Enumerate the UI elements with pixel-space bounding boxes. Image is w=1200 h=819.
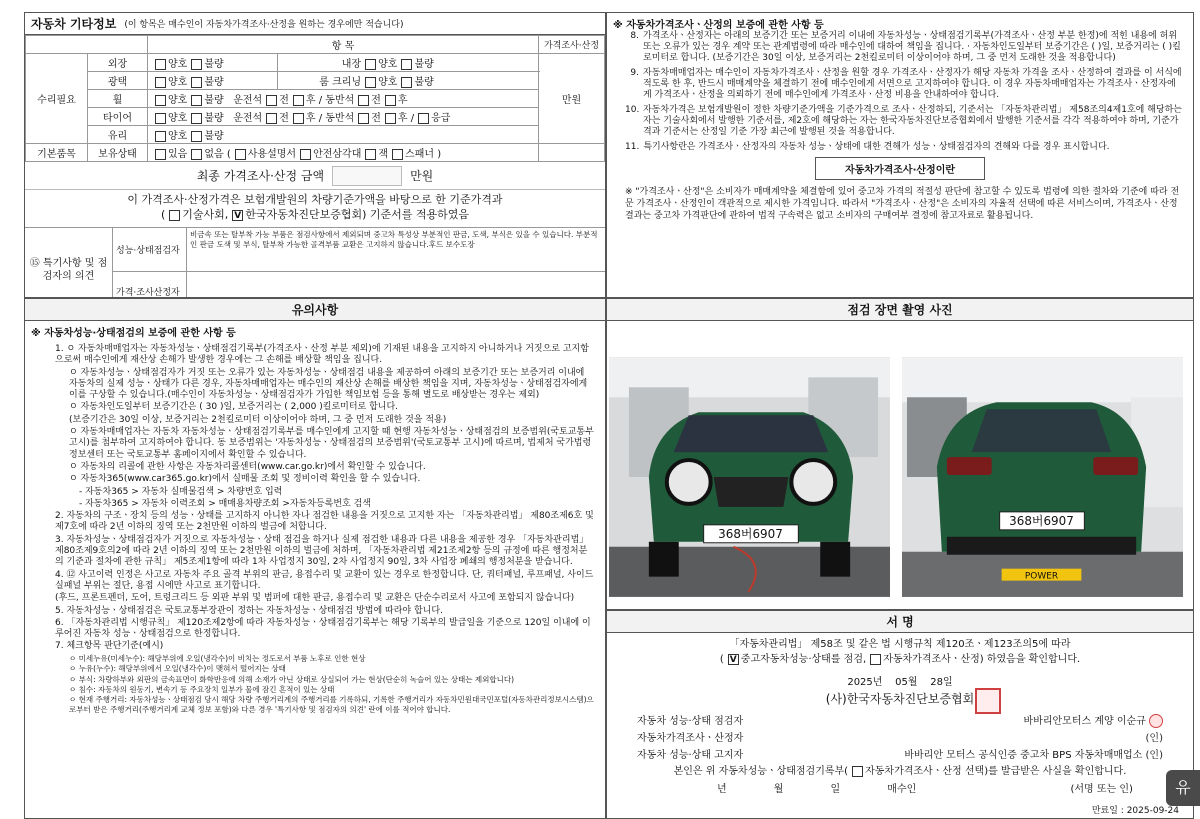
appraisal-warranty-list (607, 31, 1193, 153)
appraiser-label: 가격·조사산정자 (113, 272, 187, 298)
signer-row: 자동차가격조사ㆍ산정자 (인) (637, 733, 1163, 744)
checkbox[interactable] (401, 77, 412, 88)
final-amount-unit: 만원 (410, 169, 434, 183)
appraisal-basis (25, 190, 605, 228)
note-item: 2. 자동차의 구조ㆍ장치 등의 성능ㆍ상태를 고지하지 아니한 자나 점검한 내용을 거짓으로 고지한 자는 「자동차관리법」 제80조제6호 및 제7호에 따라 2년 이하의 징역 또는 2천만원 이하의 벌금에 처합니다. (55, 511, 594, 533)
signature-title: 서 명 (607, 611, 1193, 633)
checkbox[interactable] (401, 59, 412, 70)
list-item: 10. 자동차가격은 보험개발원이 정한 차량기준가액을 기준가격으로 조사ㆍ산정하되, 기준서는 「자동차관리법」 제58조의4제1호에 해당하는 자는 기술사회에서 발행한 기준서를, 제2호에 해당하는 자는 한국자동차진단보증협회에서 발행한 기준서를 각각 적용하여야 하며, 기준가격과 기준서는 산정일 기준 가장 최근에 발행된 것을 적용합니다. (625, 105, 1182, 137)
checkbox[interactable] (365, 59, 376, 70)
note-item: 5. 자동차성능ㆍ상태점검은 국토교통부장관이 정하는 자동차성능ㆍ상태점검 방법에 따라야 합니다. (55, 605, 443, 616)
signer-row: 자동차 성능·상태 점검자 바바리안모터스 계양 이순규 (607, 711, 1193, 728)
list-item: 9. 자동차매매업자는 매수인이 자동차가격조사ㆍ산정을 원할 경우 가격조사ㆍ산정자가 해당 자동차 가격을 조사ㆍ산정하여 결과를 이 서식에 적도록 한 후, 반드시 매매계약을 체결하기 전에 매수인에게 서면으로 고지하여야 합니다. 이 경우 자동차매매업자는 가격조사ㆍ산정자에게 가격조사ㆍ산정을 의뢰하기 전에 매수인에게 가격조사ㆍ산정 비용을 안내하여야 합니다. (630, 68, 1182, 100)
etc-info-subtitle: (이 항목은 매수인이 자동차가격조사·산정을 원하는 경우에만 적습니다) (124, 20, 404, 30)
etc-info-title: 자동차 기타정보 (31, 17, 117, 31)
note-item: (후드, 프론트펜더, 도어, 트렁크리드 등 외판 부위 및 범퍼에 대한 판금, 용접수리 및 교환은 단순수리로서 사고에 포함되지 않습니다) (55, 593, 575, 604)
row-options: 양호 불량 (148, 72, 278, 90)
buyer-row: 년 월 일 매수인 (서명 또는 인) (717, 784, 1133, 795)
inspector-opinion: 비금속 또는 탈부착 가능 부품은 점검사항에서 제외되며 중고차 특성상 부분적인 판금, 도색, 부식은 있을 수 있습니다. 부분적인 판금 도색 및 부식, 탈부착 가능한 골격부품 교환은 고지하지 않습니다.후드 보수도장 (190, 230, 598, 249)
photos-title: 점검 장면 촬영 사진 (607, 299, 1193, 321)
signature-org: (사)한국자동차진단보증협회 (825, 692, 975, 706)
checkbox[interactable] (191, 131, 202, 142)
note-item: ㅇ 자동차성능ㆍ상태점검자가 거짓 또는 오류가 있는 자동차성능ㆍ상태점검 내용을 제공하여 아래의 보증기간 또는 보증거리 이내에 자동차의 실제 성능ㆍ상태가 다른 경우, 자동차매매업자는 매수인의 재산상 손해를 배상한 책임을 지며, 자동차성능ㆍ상태점검자에게 이를 구상할 수 있습니다.(매수인이 자동차성능ㆍ상태점검자가 가입한 책임보험 등을 통해 별도로 배상받는 경우는 제외) (69, 367, 588, 401)
checkbox-performance[interactable] (728, 654, 739, 665)
note-item: ㅇ 자동차의 리콜에 관한 사항은 자동차리콜센터(www.car.go.kr)에서 확인할 수 있습니다. (69, 461, 426, 472)
checkbox[interactable] (191, 95, 202, 106)
note-sub-item: ㅇ 침수: 자동차의 원동기, 변속기 등 주요장치 일부가 물에 잠긴 흔적이 있는 상태 (69, 684, 335, 694)
signature-section (606, 610, 1194, 819)
header-appraisal: 가격조사·산정 (539, 36, 605, 54)
notes-body (25, 342, 605, 714)
checkbox[interactable] (365, 149, 376, 160)
signature-statement: 「자동차관리법」 제58조 및 같은 법 시행규칙 제120조ㆍ제123조의5에 따라 (729, 639, 1071, 650)
checkbox[interactable] (392, 149, 403, 160)
row-options: 양호 불량 (148, 126, 539, 144)
amount-unit: 만원 (539, 54, 605, 144)
etc-info-header (25, 13, 605, 35)
etc-info-table (25, 35, 605, 162)
note-item: (보증기간은 30일 이상, 보증거리는 2천킬로미터 이상이어야 하며, 그 중 먼저 도래한 것을 적용) (69, 414, 447, 425)
note-item: ㅇ 자동차365(www.car365.go.kr)에서 실매물 조회 및 정비이력 확인을 할 수 있습니다. (69, 474, 421, 485)
expiry-date: 만료일 : 2025-09-24 (1091, 806, 1179, 816)
checkbox[interactable] (155, 131, 166, 142)
row-options: 룸 크리닝 양호 불량 (278, 72, 539, 90)
row-label: 타이어 (88, 108, 148, 126)
special-notes-label: ⑮ 특기사항 및 점검자의 의견 (25, 228, 113, 298)
row-options: 내장 양호 불량 (278, 54, 539, 72)
row-label: 보유상태 (88, 144, 148, 162)
checkbox-appraisal[interactable] (870, 654, 881, 665)
checkbox[interactable] (155, 59, 166, 70)
note-item: 3. 자동차성능ㆍ상태점검자가 거짓으로 자동차성능ㆍ상태 점검을 하거나 실제 점검한 내용과 다른 내용을 제공한 경우 「자동차관리법」 제80조제9호의2에 따라 2년 이하의 징역 또는 2천만원 이하의 벌금에 처하며, 「자동차관리법 제21조제2항 등의 규정에 따른 행정처분의 기준과 절차에 관한 규칙」 제5조제1항에 따라 1차 사업정지 30일, 2차 사업정지 90일, 3차 사업장 폐쇄의 행정처분을 받습니다. (55, 534, 589, 568)
special-notes (25, 228, 605, 298)
checkbox[interactable] (191, 149, 202, 160)
checkbox[interactable] (191, 77, 202, 88)
group-repair: 수리필요 (26, 54, 88, 144)
note-item: 4. ⑫ 사고이력 인정은 사고로 자동차 주요 골격 부위의 판금, 용접수리 및 교환이 있는 경우로 한정합니다. 단, 쿼터패널, 루프패널, 사이드실패널 부위는 절단, 용접 시에만 사고로 표기합니다. (55, 569, 594, 591)
row-label: 광택 (88, 72, 148, 90)
checkbox[interactable] (293, 95, 304, 106)
checkbox[interactable] (155, 77, 166, 88)
note-item: - 자동차365 > 자동차 이력조회 > 매매용차량조회 >자동차등록번호 검색 (79, 498, 371, 509)
rear-plate: 368버6907 (1009, 513, 1074, 528)
appraisal-warranty-title: ※ 자동차가격조사ㆍ산정의 보증에 관한 사항 등 (613, 20, 824, 31)
note-sub-item: ㅇ 현재 주행거리: 자동차성능ㆍ상태점검 당시 해당 차량 주행거리계의 주행거리를 기록하되, 기록한 주행거리가 자동차민원대국민포털(자동차관리정보시스템)으로부터 받은 주행거리(주행거리계 교체 정보 포함)와 다른 경우 '특기사항 및 점검자의 의견' 란에 이를 적어야 합니다. (69, 695, 594, 714)
notes-section (24, 298, 606, 819)
checkbox[interactable] (365, 77, 376, 88)
checkbox[interactable] (155, 113, 166, 124)
appraiser-opinion (187, 272, 605, 298)
note-item: 1. ㅇ 자동차매매업자는 자동차성능ㆍ상태점검기록부(가격조사ㆍ산정 부분 제외)에 기재된 내용을 고지하지 아니하거나 거짓으로 고지함으로써 매수인에게 재산상 손해가 발생한 경우에는 그 손해를 배상할 책임을 집니다. (55, 344, 589, 366)
front-plate: 368버6907 (718, 526, 783, 541)
checkbox[interactable] (358, 113, 369, 124)
note-item: ㅇ 자동차매매업자는 자동차 자동차성능ㆍ상태점검기록부를 매수인에게 고지할 때 현행 자동차성능ㆍ상태점검의 보증범위(국토교통부 고시)를 첨부하여 고지하여야 합니다. 동 보증범위는 '자동차성능ㆍ상태점검의 보증범위'(국토교통부 고시)에 따르며, 법제처 국가법령정보센터 또는 국토교통부 홈페이지에서 확인할 수 있습니다. (69, 427, 594, 460)
note-sub-item: ㅇ 미세누유(미세누수): 해당부위에 오일(냉각수)이 비치는 정도로서 부품 노후로 인한 현상 (69, 653, 366, 663)
list-item: 8. 가격조사ㆍ산정자는 아래의 보증기간 또는 보증거리 이내에 자동차성능ㆍ상태점검기록부(가격조사ㆍ산정 부분 한정)에 적힌 내용에 허위 또는 오류가 있는 경우 계약 또는 관계법령에 따라 매수인에 대하여 책임을 집니다. · 자동차인도일부터 보증기간은 ( )일, 보증거리는 ( )킬로미터로 합니다. (보증기간은 30일 이상, 보증거리는 2천킬로미터 이상이어야 하며, 그 중 먼저 도래한 것을 적용합니다) (630, 31, 1181, 63)
note-sub-item: ㅇ 누유(누수): 해당부위에서 오일(냉각수)이 맺혀서 떨어지는 상태 (69, 664, 286, 674)
checkbox[interactable] (191, 59, 202, 70)
rear-photo[interactable] (902, 357, 1183, 597)
basis-line: 이 가격조사·산정가격은 보험개발원의 차량기준가액을 바탕으로 한 기준가격과 (127, 193, 503, 206)
row-label: 유리 (88, 126, 148, 144)
checkbox[interactable] (155, 95, 166, 106)
group-basic: 기본품목 (26, 144, 88, 162)
header-item: 항 목 (148, 36, 539, 54)
row-label: 휠 (88, 90, 148, 108)
signature-date: 2025년 05월 28일 (847, 677, 953, 688)
inspector-label: 성능·상태점검자 (113, 228, 187, 271)
power-label: POWER (1024, 571, 1059, 582)
final-amount-row (25, 162, 605, 190)
checkbox[interactable] (418, 113, 429, 124)
checkbox[interactable] (358, 95, 369, 106)
checkbox-tech-society[interactable] (169, 210, 180, 221)
row-options: 있음 없음 ( 사용설명서 안전삼각대 잭 스패너 ) (148, 144, 539, 162)
list-item: 11. 특기사항란은 가격조사ㆍ산정자의 자동차 성능ㆍ상태에 대한 견해가 성능ㆍ상태점검자의 견해와 다를 경우 표시합니다. (625, 142, 1110, 152)
note-sub-item: ㅇ 부식: 차량하부와 외판의 금속표면이 화학반응에 의해 소재가 아닌 상태로 상실되어 가는 현상(단순히 녹슬어 있는 상태는 제외합니다) (69, 674, 514, 684)
row-options: 양호 불량 (148, 54, 278, 72)
official-seal-icon (975, 688, 1001, 714)
definition-text: ※ "가격조사ㆍ산정"은 소비자가 매매계약을 체결함에 있어 중고차 가격의 적절성 판단에 참고할 수 있도록 법령에 의한 절차와 기준에 따라 전문 가격조사ㆍ산정인이 객관적으로 제시한 가격임니다. 따라서 "가격조사ㆍ산정"은 소비자의 자율적 선택에 따른 서비스이며, 가격조사ㆍ산정 결과는 중고차 가격판단에 관하여 법적 구속력은 없고 소비자의 구매여부 결정에 참고자료로 활용됩니다. (625, 187, 1180, 221)
appraisal-warranty-section (606, 12, 1194, 298)
checkbox[interactable] (385, 113, 396, 124)
note-item: 6. 「자동차관리법 시행규칙」 제120조제2항에 따라 자동차성능ㆍ상태점검기록부는 해당 기록부의 발급일을 기준으로 120일 이내에 이루어진 자동차 성능ㆍ상태점검으로 한정합니다. (55, 617, 591, 640)
signature-statement-options: (V 중고자동차성능·상태를 점검, 자동차가격조사ㆍ산정) 하였음을 확인합니다. (617, 652, 1183, 667)
checkbox[interactable] (155, 149, 166, 160)
checkbox[interactable] (191, 113, 202, 124)
row-label: 외장 (88, 54, 148, 72)
signer-row: 자동차 성능·상태 고지자 바바리안 모터스 공식인증 중고차 BPS 자동차매매업소 (인) (637, 750, 1163, 761)
checkbox[interactable] (293, 113, 304, 124)
checkbox-kadiga[interactable] (232, 210, 243, 221)
front-photo[interactable] (609, 357, 890, 597)
checkbox[interactable] (266, 95, 277, 106)
checkbox[interactable] (235, 149, 246, 160)
final-amount-label: 최종 가격조사·산정 금액 (196, 169, 325, 183)
definition-title: 자동차가격조사·산정이란 (815, 157, 985, 180)
note-item: 7. 체크항목 판단기준(예시) (55, 641, 164, 652)
note-item: - 자동차365 > 자동차 실매물검색 > 차량번호 입력 (79, 486, 283, 497)
note-item: ㅇ 자동차인도일부터 보증기간은 ( 30 )일, 보증거리는 ( 2,000 )킬로미터로 합니다. (69, 402, 399, 413)
checkbox[interactable] (266, 113, 277, 124)
notes-title: 유의사항 (25, 299, 605, 321)
side-tab-button[interactable]: 유 (1166, 770, 1200, 806)
car-front-image (609, 357, 890, 597)
car-rear-image (902, 357, 1183, 597)
stamp-icon (1149, 714, 1163, 728)
etc-info-section (24, 12, 606, 298)
notes-subtitle: ※ 자동차성능·상태점검의 보증에 관한 사항 등 (31, 328, 236, 339)
row-options: 양호 불량 운전석 전 후 / 동반석 전 후 / 응급 (148, 108, 539, 126)
checkbox-receipt[interactable] (852, 766, 863, 777)
receipt-statement: 본인은 위 자동차성능ㆍ상태점검기록부( 자동차가격조사ㆍ산정 선택)를 발급받은 사실을 확인합니다. (673, 766, 1127, 777)
basis-options: ( 기술사회,V 한국자동차진단보증협회) 기준서를 적용하였음 (25, 207, 605, 222)
checkbox[interactable] (385, 95, 396, 106)
checkbox[interactable] (300, 149, 311, 160)
inspection-photos-section (606, 298, 1194, 610)
final-amount-field[interactable] (332, 166, 402, 186)
row-options: 양호 불량 운전석 전 후 / 동반석 전 후 (148, 90, 539, 108)
